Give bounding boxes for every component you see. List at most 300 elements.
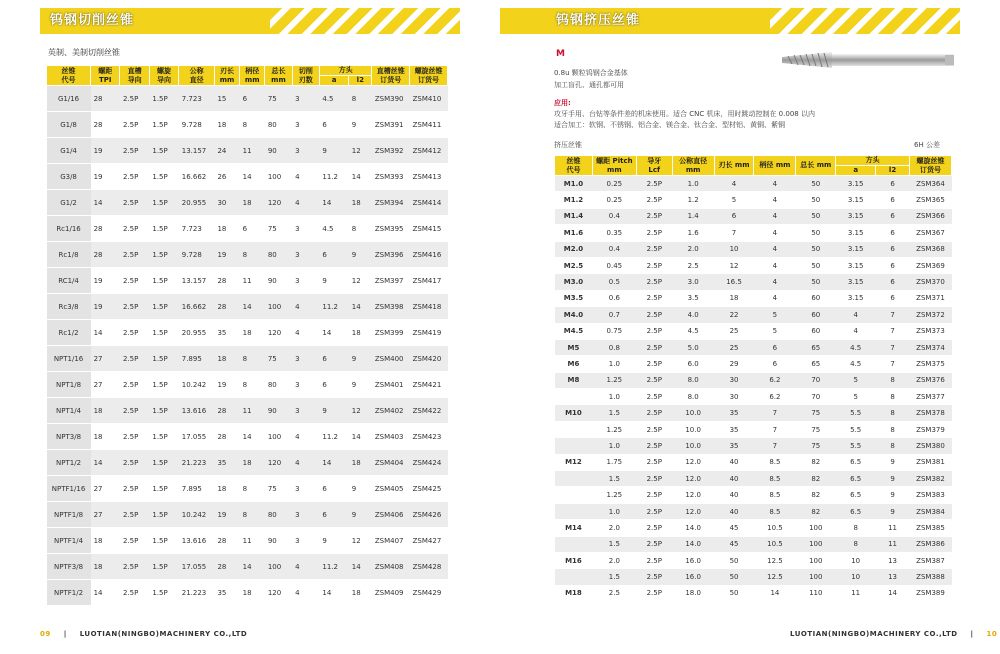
- table-cell: 5: [754, 307, 796, 323]
- table-cell: ZSM391: [372, 112, 410, 138]
- table-cell: ZSM422: [410, 398, 448, 424]
- table-cell: 19: [214, 372, 239, 398]
- table-cell: 12: [349, 398, 372, 424]
- table-cell: 27: [91, 476, 120, 502]
- col-total-length: 总长 mm: [265, 66, 292, 86]
- table-cell: 90: [265, 268, 292, 294]
- table-cell: G1/16: [47, 86, 91, 112]
- table-row: [47, 476, 448, 502]
- table-cell: 4: [754, 257, 796, 273]
- table-cell: 2.5P: [120, 424, 149, 450]
- table-cell: ZSM424: [410, 450, 448, 476]
- table-cell: 18: [714, 290, 754, 306]
- table-cell: 11: [876, 536, 910, 552]
- table-row: [47, 372, 448, 398]
- table-cell: 1.5P: [149, 216, 178, 242]
- table-cell: ZSM412: [410, 138, 448, 164]
- table-cell: 6.5: [836, 503, 876, 519]
- table-cell: ZSM408: [372, 554, 410, 580]
- table-cell: 14.0: [672, 520, 714, 536]
- table-row: [47, 320, 448, 346]
- table-cell: ZSM429: [410, 580, 448, 606]
- table-cell: 11: [240, 138, 265, 164]
- table-cell: 35: [214, 320, 239, 346]
- table-cell: 35: [714, 405, 754, 421]
- right-subtitle: 挤压丝锥: [554, 141, 582, 149]
- table-cell: 1.5P: [149, 372, 178, 398]
- table-cell: NPT3/8: [47, 424, 91, 450]
- table-cell: 6: [319, 476, 348, 502]
- table-row: [555, 241, 952, 257]
- table-cell: 4.5: [836, 339, 876, 355]
- table-cell: ZSM397: [372, 268, 410, 294]
- table-cell: 9: [319, 528, 348, 554]
- banner-stripes: [270, 8, 460, 34]
- table-cell: 7: [754, 405, 796, 421]
- table-cell: 16.0: [672, 569, 714, 585]
- table-cell: 2.5P: [636, 372, 672, 388]
- table-cell: 27: [91, 502, 120, 528]
- table-cell: 18: [240, 450, 265, 476]
- table-cell: 12.0: [672, 503, 714, 519]
- table-cell: 18.0: [672, 585, 714, 601]
- table-row: [555, 471, 952, 487]
- table-cell: 2.5P: [120, 294, 149, 320]
- table-cell: 1.5P: [149, 112, 178, 138]
- table-cell: ZSM374: [910, 339, 952, 355]
- table-cell: 14: [319, 450, 348, 476]
- table-row: [555, 503, 952, 519]
- table-cell: 3: [292, 138, 319, 164]
- table-cell: 18: [349, 320, 372, 346]
- table-cell: 4: [836, 307, 876, 323]
- table-cell: 110: [796, 585, 836, 601]
- table-cell: 2.5P: [120, 502, 149, 528]
- table-cell: 22: [714, 307, 754, 323]
- table-cell: 11: [240, 528, 265, 554]
- table-cell: 11.2: [319, 164, 348, 190]
- table-row: [555, 372, 952, 388]
- table-cell: 2.5P: [120, 450, 149, 476]
- table-cell: 8: [240, 502, 265, 528]
- table-cell: ZSM417: [410, 268, 448, 294]
- table-cell: 7: [714, 225, 754, 241]
- table-cell: [555, 569, 593, 585]
- table-cell: 60: [796, 307, 836, 323]
- table-cell: [555, 471, 593, 487]
- table-cell: 4: [292, 190, 319, 216]
- right-table-body: [555, 176, 952, 602]
- table-cell: ZSM426: [410, 502, 448, 528]
- table-cell: 15: [214, 86, 239, 112]
- table-cell: ZSM384: [910, 503, 952, 519]
- table-cell: 8: [836, 536, 876, 552]
- table-cell: 7.895: [179, 476, 215, 502]
- desc-substrate: 0.8u 颗粒钨钢合金基体: [554, 69, 628, 77]
- table-cell: 4: [754, 225, 796, 241]
- col-nominal-dia: 公称 直径: [179, 66, 215, 86]
- table-cell: 6: [876, 225, 910, 241]
- table-cell: 5: [836, 389, 876, 405]
- table-cell: M6: [555, 356, 593, 372]
- table-cell: 18: [240, 580, 265, 606]
- table-cell: ZSM393: [372, 164, 410, 190]
- table-cell: 28: [214, 398, 239, 424]
- table-cell: ZSM402: [372, 398, 410, 424]
- table-cell: 4: [714, 176, 754, 192]
- right-banner-title: 钨钢挤压丝锥: [556, 13, 641, 28]
- table-row: [47, 424, 448, 450]
- table-cell: 13.157: [179, 268, 215, 294]
- col-nominal-dia: 公称直径 mm: [672, 156, 714, 176]
- table-cell: 65: [796, 339, 836, 355]
- table-cell: 3.15: [836, 290, 876, 306]
- table-cell: ZSM377: [910, 389, 952, 405]
- table-cell: 100: [796, 569, 836, 585]
- table-cell: 2.5P: [120, 398, 149, 424]
- table-cell: ZSM398: [372, 294, 410, 320]
- table-cell: 75: [265, 216, 292, 242]
- table-cell: 2.5P: [636, 274, 672, 290]
- table-cell: 1.5P: [149, 398, 178, 424]
- table-cell: 1.5: [592, 405, 636, 421]
- table-cell: 5.5: [836, 405, 876, 421]
- application-line-2: 适合加工：软钢、不锈钢、铝合金、镁合金、钛合金、型材铝、黄铜、紫铜: [554, 121, 785, 129]
- table-cell: 14: [876, 585, 910, 601]
- table-cell: 11: [240, 398, 265, 424]
- table-cell: 0.45: [592, 257, 636, 273]
- table-cell: 6: [319, 346, 348, 372]
- table-cell: 13: [876, 552, 910, 568]
- left-footer: 09 | LUOTIAN(NINGBO)MACHINERY CO.,LTD: [40, 630, 248, 638]
- table-row: [47, 268, 448, 294]
- table-cell: 9: [876, 487, 910, 503]
- table-cell: 7.723: [179, 216, 215, 242]
- table-cell: 9: [876, 454, 910, 470]
- table-cell: 2.5P: [636, 339, 672, 355]
- table-row: [555, 520, 952, 536]
- table-cell: ZSM416: [410, 242, 448, 268]
- table-cell: 2.5P: [636, 257, 672, 273]
- table-cell: 28: [91, 112, 120, 138]
- table-cell: 2.5P: [636, 225, 672, 241]
- table-cell: 14: [754, 585, 796, 601]
- table-cell: 4: [292, 294, 319, 320]
- table-cell: 14: [319, 580, 348, 606]
- table-cell: 8.0: [672, 389, 714, 405]
- table-cell: 0.4: [592, 208, 636, 224]
- table-cell: 4.0: [672, 307, 714, 323]
- table-cell: 18: [240, 190, 265, 216]
- table-cell: 14: [91, 320, 120, 346]
- table-cell: 12.0: [672, 471, 714, 487]
- tap-product-image: [780, 48, 955, 72]
- table-cell: 80: [265, 502, 292, 528]
- table-cell: M14: [555, 520, 593, 536]
- table-cell: ZSM383: [910, 487, 952, 503]
- table-cell: 2.0: [592, 552, 636, 568]
- table-cell: 1.6: [672, 225, 714, 241]
- table-row: [47, 294, 448, 320]
- table-cell: 75: [796, 421, 836, 437]
- table-cell: 4: [754, 192, 796, 208]
- table-cell: 19: [91, 268, 120, 294]
- table-cell: 1.4: [672, 208, 714, 224]
- table-cell: 0.7: [592, 307, 636, 323]
- table-cell: 25: [714, 339, 754, 355]
- table-cell: 4: [836, 323, 876, 339]
- table-cell: 4: [754, 208, 796, 224]
- table-cell: 6: [240, 216, 265, 242]
- table-cell: 10: [836, 569, 876, 585]
- table-cell: 8: [240, 372, 265, 398]
- table-cell: NPT1/8: [47, 372, 91, 398]
- table-cell: M5: [555, 339, 593, 355]
- table-cell: 27: [91, 346, 120, 372]
- table-cell: 3.15: [836, 192, 876, 208]
- table-cell: 9: [349, 346, 372, 372]
- table-cell: 2.5P: [120, 476, 149, 502]
- table-cell: 9.728: [179, 242, 215, 268]
- table-cell: 40: [714, 471, 754, 487]
- table-cell: 19: [214, 502, 239, 528]
- table-row: [555, 421, 952, 437]
- table-cell: ZSM423: [410, 424, 448, 450]
- table-cell: 7: [876, 307, 910, 323]
- table-cell: 14: [91, 190, 120, 216]
- table-cell: 65: [796, 356, 836, 372]
- table-cell: M4.0: [555, 307, 593, 323]
- table-cell: 28: [214, 528, 239, 554]
- table-cell: 14: [91, 580, 120, 606]
- table-cell: ZSM390: [372, 86, 410, 112]
- table-cell: 0.6: [592, 290, 636, 306]
- table-cell: 4: [292, 450, 319, 476]
- table-cell: 7.723: [179, 86, 215, 112]
- table-cell: 18: [349, 450, 372, 476]
- table-cell: 4.5: [672, 323, 714, 339]
- table-cell: 2.5P: [636, 552, 672, 568]
- col-flute-length: 刃长 mm: [214, 66, 239, 86]
- table-cell: 3: [292, 346, 319, 372]
- table-cell: G3/8: [47, 164, 91, 190]
- table-cell: NPT1/16: [47, 346, 91, 372]
- table-cell: 10.0: [672, 405, 714, 421]
- table-cell: 14.0: [672, 536, 714, 552]
- table-cell: 3: [292, 242, 319, 268]
- table-cell: 8.5: [754, 471, 796, 487]
- table-cell: NPTF1/2: [47, 580, 91, 606]
- table-cell: 1.5P: [149, 320, 178, 346]
- table-cell: 18: [91, 528, 120, 554]
- table-cell: 12.0: [672, 487, 714, 503]
- table-cell: 11.2: [319, 554, 348, 580]
- table-cell: 6: [876, 274, 910, 290]
- table-cell: 11: [836, 585, 876, 601]
- table-cell: 45: [714, 536, 754, 552]
- table-cell: 18: [214, 476, 239, 502]
- table-cell: 30: [714, 372, 754, 388]
- table-cell: 6: [240, 86, 265, 112]
- col-shank-dia: 柄径 mm: [240, 66, 265, 86]
- table-cell: ZSM411: [410, 112, 448, 138]
- table-cell: ZSM407: [372, 528, 410, 554]
- table-cell: 2.5P: [636, 192, 672, 208]
- table-cell: 1.0: [672, 176, 714, 192]
- table-cell: 18: [214, 216, 239, 242]
- table-cell: 2.5P: [120, 320, 149, 346]
- table-row: [555, 290, 952, 306]
- table-cell: 0.75: [592, 323, 636, 339]
- table-cell: ZSM421: [410, 372, 448, 398]
- table-cell: ZSM420: [410, 346, 448, 372]
- table-cell: 6: [876, 241, 910, 257]
- table-cell: 14: [240, 164, 265, 190]
- table-cell: 9: [876, 503, 910, 519]
- table-cell: ZSM414: [410, 190, 448, 216]
- col-square: 方头: [836, 156, 910, 166]
- table-cell: NPT1/4: [47, 398, 91, 424]
- table-cell: 2.5P: [120, 528, 149, 554]
- table-cell: 100: [265, 424, 292, 450]
- left-table-body: [47, 86, 448, 606]
- table-cell: M1.0: [555, 176, 593, 192]
- table-cell: 70: [796, 389, 836, 405]
- table-cell: 1.5: [592, 569, 636, 585]
- table-cell: 8: [349, 86, 372, 112]
- table-cell: 120: [265, 450, 292, 476]
- table-row: [555, 438, 952, 454]
- table-row: [47, 138, 448, 164]
- table-cell: 4.5: [836, 356, 876, 372]
- table-cell: 0.25: [592, 192, 636, 208]
- left-header-row: [47, 66, 448, 76]
- left-subtitle: 英制、美制切削丝锥: [48, 48, 120, 57]
- table-cell: 1.5P: [149, 476, 178, 502]
- table-cell: ZSM373: [910, 323, 952, 339]
- table-cell: 1.5: [592, 471, 636, 487]
- table-cell: 10.0: [672, 421, 714, 437]
- table-cell: M10: [555, 405, 593, 421]
- table-cell: 120: [265, 580, 292, 606]
- table-cell: 18: [240, 320, 265, 346]
- table-row: [555, 585, 952, 601]
- table-cell: 35: [714, 438, 754, 454]
- table-cell: 1.25: [592, 421, 636, 437]
- table-row: [555, 454, 952, 470]
- col-straight-lead: 直槽 导向: [120, 66, 149, 86]
- table-cell: 2.5P: [120, 112, 149, 138]
- table-cell: 14: [319, 190, 348, 216]
- table-cell: 20.955: [179, 320, 215, 346]
- table-cell: 4.5: [319, 86, 348, 112]
- table-cell: 16.662: [179, 294, 215, 320]
- table-cell: 4: [292, 424, 319, 450]
- table-cell: 1.25: [592, 372, 636, 388]
- table-cell: 9: [319, 398, 348, 424]
- table-cell: 1.5P: [149, 580, 178, 606]
- table-cell: 120: [265, 320, 292, 346]
- table-cell: 6: [319, 242, 348, 268]
- table-cell: 2.5P: [636, 471, 672, 487]
- table-cell: 1.5P: [149, 242, 178, 268]
- col-spiral-lead: 螺旋 导向: [149, 66, 178, 86]
- table-cell: ZSM365: [910, 192, 952, 208]
- table-cell: 100: [796, 520, 836, 536]
- table-cell: ZSM394: [372, 190, 410, 216]
- table-row: [555, 323, 952, 339]
- table-cell: 8: [876, 438, 910, 454]
- table-cell: 8.5: [754, 487, 796, 503]
- table-cell: 26: [214, 164, 239, 190]
- table-cell: 14: [349, 424, 372, 450]
- table-cell: 1.5P: [149, 554, 178, 580]
- table-cell: NPTF1/16: [47, 476, 91, 502]
- table-cell: 3: [292, 86, 319, 112]
- table-cell: M4.5: [555, 323, 593, 339]
- col-spiral-order: 螺旋丝锥 订货号: [410, 66, 448, 86]
- table-row: [555, 356, 952, 372]
- table-row: [555, 339, 952, 355]
- table-row: [47, 554, 448, 580]
- table-cell: ZSM369: [910, 257, 952, 273]
- table-cell: 2.5P: [120, 372, 149, 398]
- table-cell: 100: [265, 164, 292, 190]
- table-cell: ZSM378: [910, 405, 952, 421]
- table-row: [47, 528, 448, 554]
- table-cell: 7: [754, 421, 796, 437]
- table-cell: 13.157: [179, 138, 215, 164]
- col-total-length: 总长 mm: [796, 156, 836, 176]
- table-cell: 8: [240, 242, 265, 268]
- table-cell: 25: [714, 323, 754, 339]
- table-cell: 6.5: [836, 487, 876, 503]
- table-row: [555, 487, 952, 503]
- table-cell: 12: [349, 528, 372, 554]
- table-cell: 50: [796, 208, 836, 224]
- table-cell: 3: [292, 268, 319, 294]
- table-cell: G1/2: [47, 190, 91, 216]
- table-cell: 18: [349, 580, 372, 606]
- table-cell: 3: [292, 476, 319, 502]
- table-cell: 90: [265, 398, 292, 424]
- table-cell: 18: [214, 112, 239, 138]
- table-cell: 14: [240, 294, 265, 320]
- table-cell: 9.728: [179, 112, 215, 138]
- table-cell: 1.25: [592, 487, 636, 503]
- table-cell: [555, 503, 593, 519]
- table-cell: 12: [349, 138, 372, 164]
- table-cell: 75: [265, 86, 292, 112]
- table-row: [555, 274, 952, 290]
- table-cell: ZSM364: [910, 176, 952, 192]
- table-cell: 21.223: [179, 580, 215, 606]
- table-cell: 1.5P: [149, 268, 178, 294]
- table-cell: 2.5P: [636, 208, 672, 224]
- table-cell: 2.5P: [120, 138, 149, 164]
- table-cell: 14: [349, 554, 372, 580]
- table-cell: 2.5P: [636, 438, 672, 454]
- col-tap-code: 丝锥 代号: [555, 156, 593, 176]
- table-cell: 0.35: [592, 225, 636, 241]
- table-cell: 50: [796, 241, 836, 257]
- table-row: [47, 580, 448, 606]
- table-cell: M3.5: [555, 290, 593, 306]
- table-cell: 28: [214, 294, 239, 320]
- table-cell: 45: [714, 520, 754, 536]
- table-cell: 27: [91, 372, 120, 398]
- table-cell: 2.5P: [120, 86, 149, 112]
